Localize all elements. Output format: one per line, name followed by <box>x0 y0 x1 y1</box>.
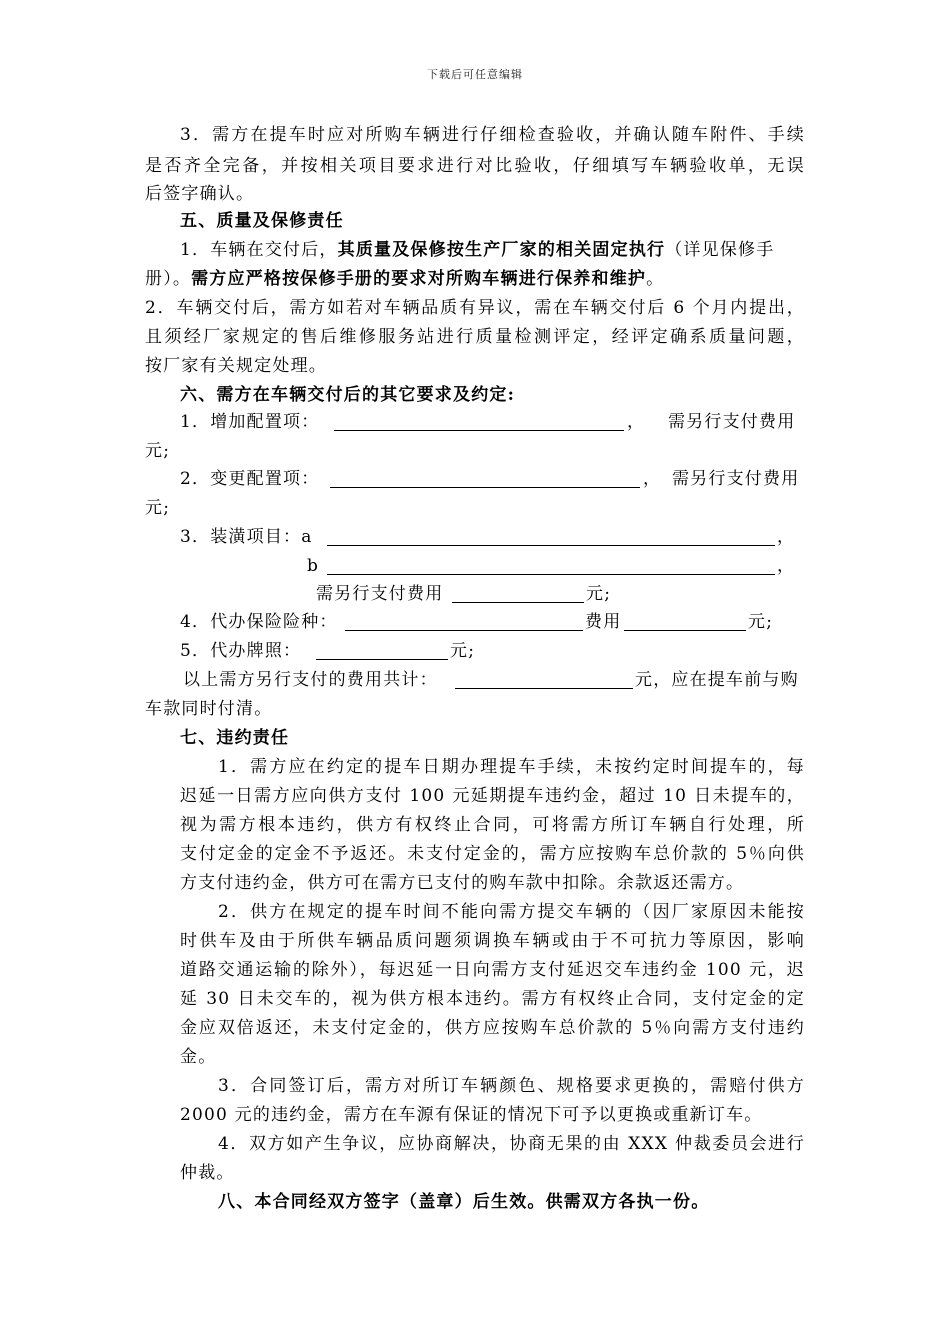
sec7-p1-line4: 支付定金的定金不予返还。未支付定金的，需方应按购车总价款的 5％向供 <box>180 844 805 864</box>
sec8-title: 八、本合同经双方签字（盖章）后生效。供需双方各执一份。 <box>218 1192 710 1212</box>
sec5-title: 五、质量及保修责任 <box>180 211 344 231</box>
sec6-item4-fee-label: 费用 <box>585 612 622 632</box>
sec6-item1-fee-label: 需另行支付费用 <box>668 412 796 432</box>
sec5-item1-c: （详见保修手 <box>665 240 775 260</box>
sec7-p2-line5: 金应双倍返还，未支付定金的，供方应按购车总价款的 5％向需方支付违约 <box>180 1018 805 1038</box>
sec6-item5-unit: 元; <box>450 641 476 661</box>
sec6-total-line2: 车款同时付清。 <box>145 699 273 719</box>
sec7-p1-line5: 方支付违约金，供方可在需方已支付的购车款中扣除。余款返还需方。 <box>180 873 745 893</box>
sec7-p2-line2: 时供车及由于所供车辆品质问题须调换车辆或由于不可抗力等原因，影响 <box>180 931 805 951</box>
sec7-p2-line3: 道路交通运输的除外），每迟延一日向需方支付延迟交车违约金 100 元，迟 <box>180 960 805 980</box>
sec6-item1-comma: ， <box>627 412 646 432</box>
sec4-item3-line1: 3．需方在提车时应对所购车辆进行仔细检查验收，并确认随车附件、手续 <box>180 125 805 145</box>
sec6-item4-fee-blank[interactable] <box>624 613 746 631</box>
sec6-item3-fee-blank[interactable] <box>452 585 584 603</box>
sec7-p4-line1: 4．双方如产生争议，应协商解决，协商无果的由 XXX 仲裁委员会进行 <box>218 1134 805 1154</box>
sec7-p1-line3: 视为需方根本违约，供方有权终止合同，可将需方所订车辆自行处理，所 <box>180 815 805 835</box>
sec5-item2-line3: 按厂家有关规定处理。 <box>145 356 327 376</box>
sec5-item1-a: 1．车辆在交付后， <box>180 240 338 260</box>
sec6-item4-unit: 元; <box>748 612 774 632</box>
sec5-item1-bold1: 其质量及保修按生产厂家的相关固定执行 <box>337 240 666 260</box>
sec6-item2-blank[interactable] <box>330 470 640 488</box>
sec5-item1-line1 <box>180 239 774 261</box>
sec7-p3-line2: 2000 元的违约金，需方在车源有保证的情况下可予以更换或重新订车。 <box>180 1105 763 1125</box>
sec6-item2-comma: ， <box>643 469 662 489</box>
sec7-title: 七、违约责任 <box>180 728 290 748</box>
sec6-item3-unit: 元; <box>586 584 612 604</box>
sec5-item1-bold2: 需方应严格按保修手册的要求对所购车辆进行保养和维护 <box>191 269 647 289</box>
sec6-item2-label: 2．变更配置项： <box>180 469 320 489</box>
sec7-p3-line1: 3．合同签订后，需方对所订车辆颜色、规格要求更换的，需赔付供方 <box>218 1076 805 1096</box>
sec5-item1-f: 。 <box>646 269 665 289</box>
sec6-item1-unit: 元; <box>145 441 171 461</box>
sec6-item4-blank[interactable] <box>345 613 583 631</box>
sec7-p1-line1: 1．需方应在约定的提车日期办理提车手续，未按约定时间提车的，每 <box>218 757 805 777</box>
sec6-total-label: 以上需方另行支付的费用共计： <box>183 670 438 690</box>
sec6-item3b-comma: ， <box>777 556 796 576</box>
sec6-item1-label: 1．增加配置项： <box>180 412 320 432</box>
sec7-p2-line6: 金。 <box>180 1047 217 1067</box>
sec6-item3a-comma: ， <box>777 527 796 547</box>
sec6-item3a-blank[interactable] <box>327 528 775 546</box>
sec6-item2-fee-label: 需另行支付费用 <box>672 469 800 489</box>
sec7-p2-line1: 2．供方在规定的提车时间不能向需方提交车辆的（因厂家原因未能按 <box>218 902 805 922</box>
sec6-total-after: 元，应在提车前与购 <box>635 670 799 690</box>
sec6-item5-label: 5．代办牌照： <box>180 641 302 661</box>
sec5-item1-d: 册）。 <box>145 269 192 289</box>
sec7-p2-line4: 延 30 日未交车的，视为供方根本违约。需方有权终止合同，支付定金的定 <box>180 989 805 1009</box>
sec6-item3-fee-label: 需另行支付费用 <box>316 584 444 604</box>
sec6-total-blank[interactable] <box>455 671 633 689</box>
sec6-item3-label: 3．装潢项目：a <box>180 527 313 547</box>
sec4-item3-line3: 后签字确认。 <box>145 184 255 204</box>
sec6-item3b-blank[interactable] <box>327 557 775 575</box>
sec5-item1-line2 <box>145 268 664 290</box>
page-header: 下载后可任意编辑 <box>427 68 523 81</box>
sec7-p1-line2: 迟延一日需方应向供方支付 100 元延期提车违约金，超过 10 日未提车的， <box>180 786 805 806</box>
sec5-item2-line2: 且须经厂家规定的售后维修服务站进行质量检测评定，经评定确系质量问题， <box>145 327 805 347</box>
sec6-item4-label: 4．代办保险险种： <box>180 612 338 632</box>
sec6-title: 六、需方在车辆交付后的其它要求及约定: <box>180 385 516 405</box>
sec6-item3b-label: b <box>307 556 320 576</box>
sec5-item2-line1: 2．车辆交付后，需方如若对车辆品质有异议，需在车辆交付后 6 个月内提出， <box>145 298 805 318</box>
sec6-item2-unit: 元; <box>145 498 171 518</box>
sec6-item1-blank[interactable] <box>334 413 624 431</box>
sec6-item5-blank[interactable] <box>316 642 448 660</box>
sec7-p4-line2: 仲裁。 <box>180 1163 235 1183</box>
sec4-item3-line2: 是否齐全完备，并按相关项目要求进行对比验收，仔细填写车辆验收单，无误 <box>145 156 805 176</box>
